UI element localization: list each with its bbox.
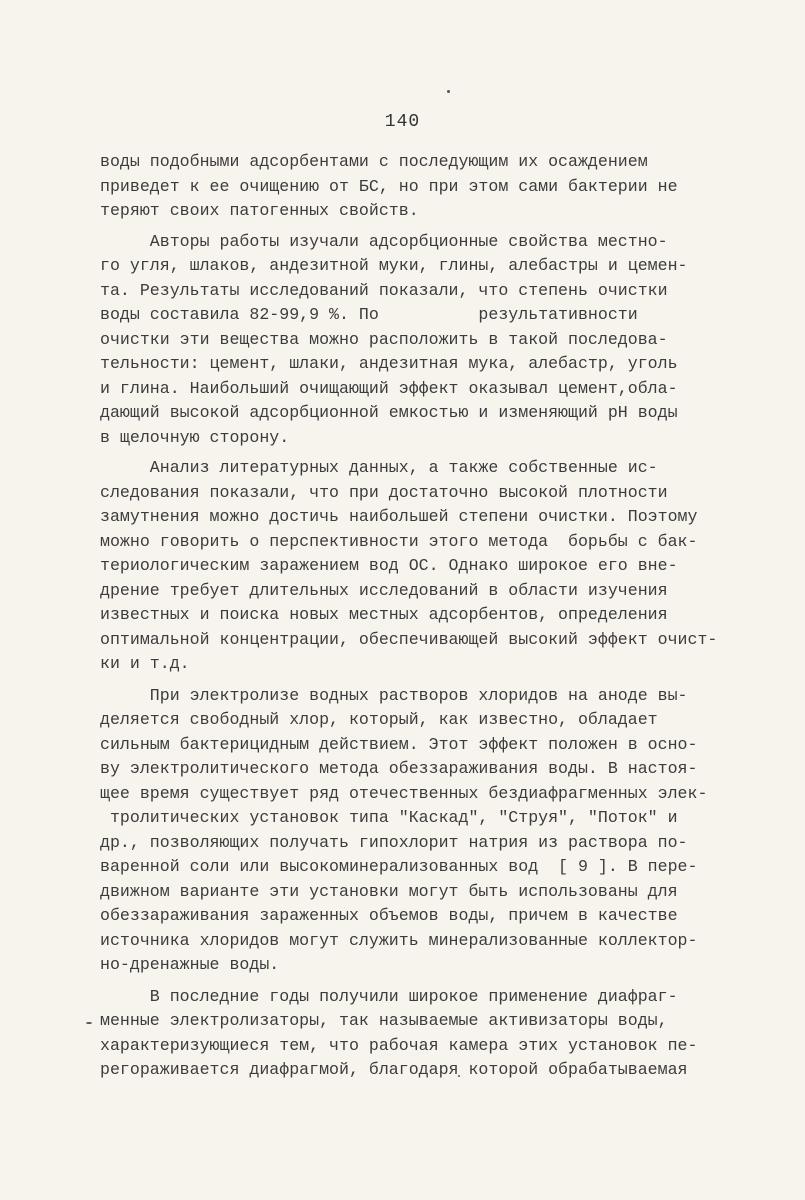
text-line: Авторы работы изучали адсорбционные свойства местно- [100,232,668,251]
text-line: характеризующиеся тем, что рабочая камера этих установок пе- [100,1036,698,1055]
text-line: известных и поиска новых местных адсорбентов, определения [100,605,668,624]
text-line: териологическим заражением вод ОС. Однако широкое его вне- [100,556,678,575]
text-line: др., позволяющих получать гипохлорит натрия из раствора по- [100,833,688,852]
text-line: очистки эти вещества можно расположить в такой последова- [100,330,668,349]
text-line: менные электролизаторы, так называемые активизаторы воды, [100,1011,668,1030]
text-line: теряют своих патогенных свойств. [100,201,419,220]
scan-speck [447,90,450,93]
text-line: оптимальной концентрации, обеспечивающей высокий эффект очист- [100,630,718,649]
text-line: и глина. Наибольший очищающий эффект оказывал цемент,обла- [100,379,678,398]
text-line: Анализ литературных данных, а также собственные ис- [100,458,658,477]
text-line: источника хлоридов могут служить минерализованные коллектор- [100,931,698,950]
text-line: дрение требует длительных исследований в области изучения [100,581,668,600]
text-line: в щелочную сторону. [100,428,290,447]
text-line: деляется свободный хлор, который, как известно, обладает [100,710,658,729]
text-line: варенной соли или высокоминерализованных вод [ 9 ]. В пере- [100,857,698,876]
text-line: воды подобными адсорбентами с последующим их осаждением [100,152,648,171]
text-line: дающий высокой адсорбционной емкостью и изменяющий рН воды [100,403,678,422]
text-line: щее время существует ряд отечественных бездиафрагменных элек- [100,784,708,803]
text-line: сильным бактерицидным действием. Этот эффект положен в осно- [100,735,698,754]
text-line: В последние годы получили широкое применение диафраг- [100,987,678,1006]
text-line: тельности: цемент, шлаки, андезитная мука, алебастр, уголь [100,354,678,373]
text-line: но-дренажные воды. [100,955,280,974]
text-line: следования показали, что при достаточно высокой плотности [100,483,668,502]
text-line: го угля, шлаков, андезитной муки, глины, алебастры и цемен- [100,256,688,275]
text-line: ву электролитического метода обеззараживания воды. В настоя- [100,759,698,778]
text-line: тролитических установок типа "Каскад", "Струя", "Поток" и [100,808,678,827]
text-line: регораживается диафрагмой, благодаря которой обрабатываемая [100,1060,688,1079]
text-line: можно говорить о перспективности этого метода борьбы с бак- [100,532,698,551]
text-line: воды составила 82-99,9 %. По результативности [100,305,638,324]
text-line: движном варианте эти установки могут быть использованы для [100,882,678,901]
text-line: приведет к ее очищению от БС, но при этом сами бактерии не [100,177,678,196]
text-line: При электролизе водных растворов хлоридов на аноде вы- [100,686,688,705]
scan-speck [86,1022,92,1024]
text-line: ки и т.д. [100,654,190,673]
text-line: та. Результаты исследований показали, что степень очистки [100,281,668,300]
page-number: 140 [384,112,421,132]
text-line: замутнения можно достичь наибольшей степени очистки. Поэтому [100,507,698,526]
text-line: обеззараживания зараженных объемов воды, причем в качестве [100,906,678,925]
